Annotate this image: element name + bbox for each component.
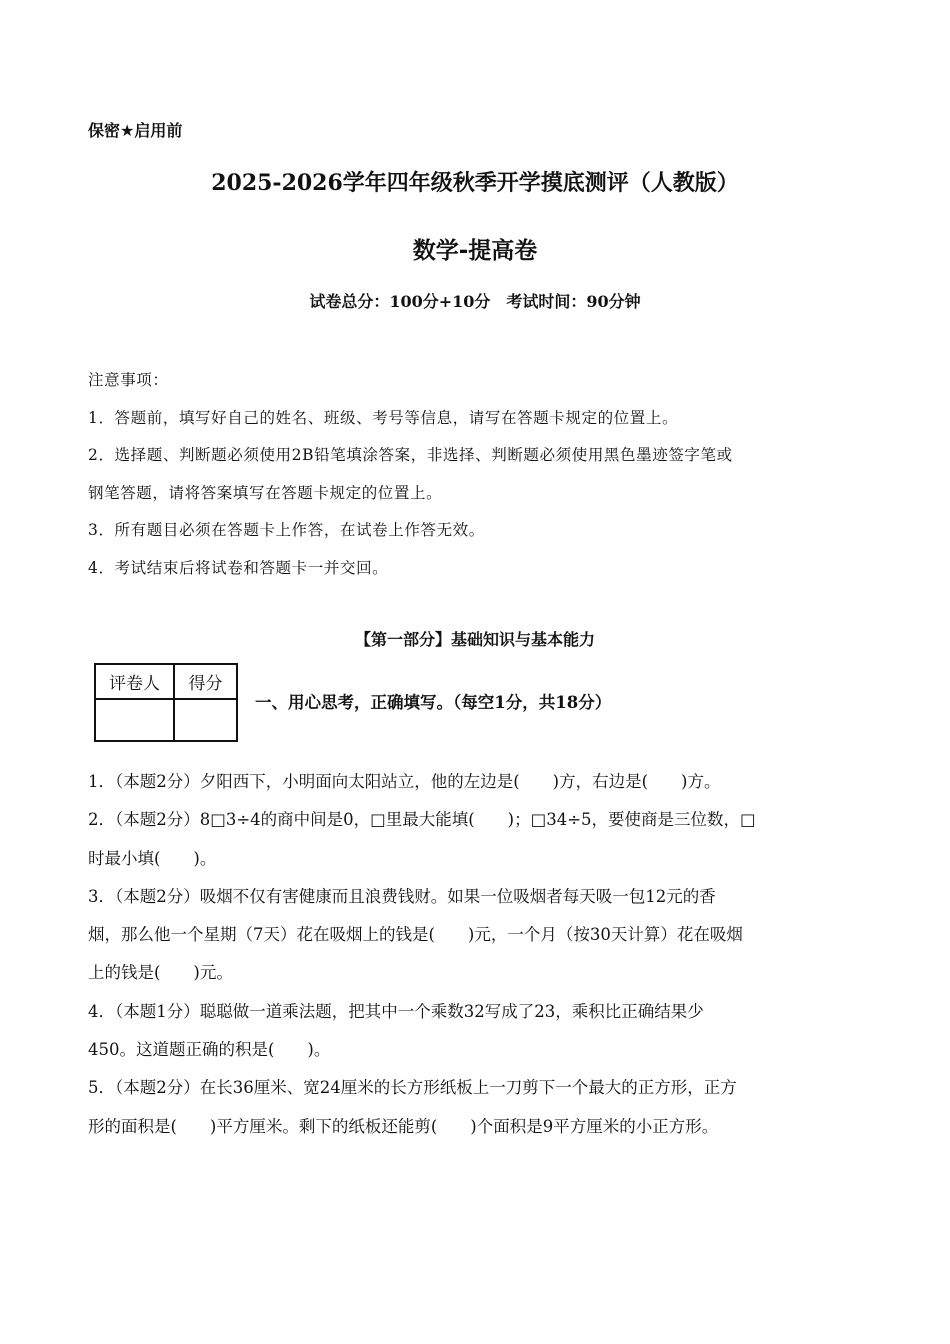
question-line: 1．（本题2分）夕阳西下，小明面向太阳站立，他的左边是( )方，右边是( )方。 (88, 772, 721, 791)
part1-heading: 一、用心思考，正确填写。（每空1分，共18分） (255, 693, 612, 712)
grader-header: 评卷人 (95, 664, 174, 699)
notes-heading: 注意事项： (88, 371, 169, 389)
section-title: 【第一部分】基础知识与基本能力 (354, 630, 595, 649)
note-line: 2．选择题、判断题必须使用2B铅笔填涂答案，非选择、判断题必须使用黑色墨迹签字笔或 (88, 446, 733, 464)
question-line: 3．（本题2分）吸烟不仅有害健康而且浪费钱财。如果一位吸烟者每天吸一包12元的香 (88, 886, 716, 906)
question-line: 时最小填( )。 (88, 848, 217, 868)
question-line: 4．（本题1分）聪聪做一道乘法题，把其中一个乘数32写成了23，乘积比正确结果少 (88, 1001, 704, 1021)
question-line: 5．（本题2分）在长36厘米、宽24厘米的长方形纸板上一刀剪下一个最大的正方形，正方 (88, 1078, 737, 1098)
note-line: 1．答题前，填写好自己的姓名、班级、考号等信息，请写在答题卡规定的位置上。 (88, 408, 679, 427)
question-line: 烟，那么他一个星期（7天）花在吸烟上的钱是( )元，一个月（按30天计算）花在吸烟 (88, 925, 743, 945)
score-table (94, 663, 238, 742)
score-header: 得分 (174, 664, 237, 699)
exam-info: 试卷总分：100分+10分 考试时间：90分钟 (309, 292, 641, 311)
confidential-label: 保密★启用前 (88, 121, 183, 140)
exam-subtitle: 数学-提高卷 (412, 238, 538, 264)
question-line: 上的钱是( )元。 (88, 963, 233, 983)
exam-title: 2025-2026学年四年级秋季开学摸底测评（人教版） (211, 170, 739, 196)
notes-block (88, 366, 868, 591)
score-cell (174, 699, 237, 741)
questions-block (88, 768, 868, 1151)
grader-cell (95, 699, 174, 741)
note-line: 4．考试结束后将试卷和答题卡一并交回。 (88, 558, 389, 577)
question-line: 形的面积是( )平方厘米。剩下的纸板还能剪( )个面积是9平方厘米的小正方形。 (88, 1116, 719, 1136)
note-line: 钢笔答题，请将答案填写在答题卡规定的位置上。 (88, 483, 443, 502)
question-line: 2．（本题2分）8□3÷4的商中间是0，□里最大能填( )；□34÷5，要使商是三位数，□ (88, 810, 756, 830)
question-line: 450。这道题正确的积是( )。 (88, 1040, 331, 1060)
note-line: 3．所有题目必须在答题卡上作答，在试卷上作答无效。 (88, 521, 485, 539)
